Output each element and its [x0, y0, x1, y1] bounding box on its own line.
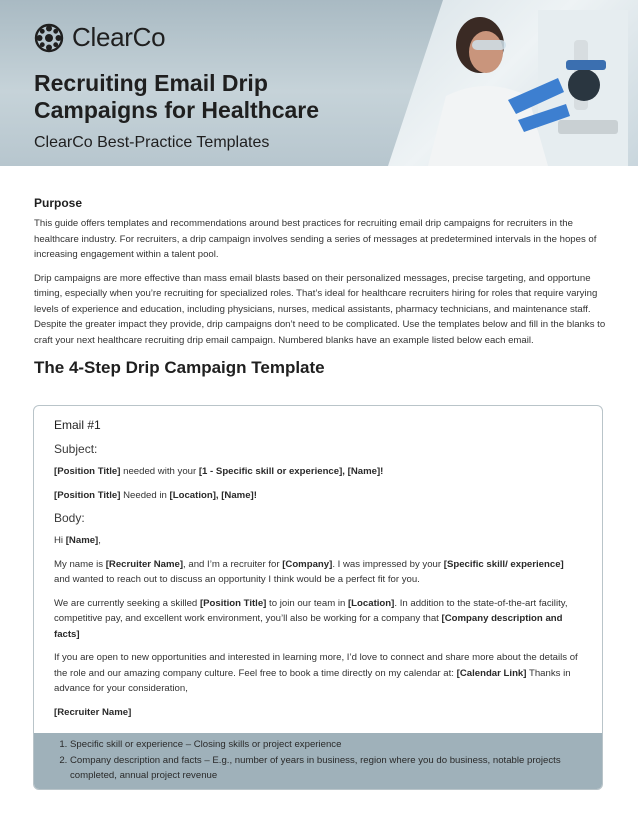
purpose-paragraph-1: This guide offers templates and recommendations around best practices for recruiting email drip campaigns for recruiters in the healthcare industry. For recruiters, a drip campaign involves sending a series of messages at predetermined intervals in the hopes of increasing engagement within a talent pool.	[34, 218, 597, 260]
footnote-item: 1. Specific skill or experience – Closing skills or project experience	[70, 737, 582, 753]
page-title: Recruiting Email Drip Campaigns for Healthcare	[34, 70, 320, 123]
photo-illustration	[388, 0, 638, 166]
subject-line-2	[54, 488, 582, 504]
email-label: Email #1	[54, 418, 101, 432]
page-subtitle: ClearCo Best-Practice Templates	[34, 134, 270, 151]
clearco-logo-icon	[34, 23, 64, 53]
email-template-card	[33, 405, 603, 790]
placeholder-name: [Name]	[65, 535, 99, 546]
placeholder-location: [Location]	[347, 597, 395, 609]
body-text: My name is	[54, 558, 106, 570]
purpose-section	[34, 196, 606, 387]
body-text: and wanted to reach out to discuss an opportunity I think would be a perfect fit for you.	[54, 574, 420, 585]
subject-label: Subject:	[54, 442, 98, 456]
footnotes-panel	[34, 733, 602, 789]
placeholder-position-title: [Position Title]	[54, 466, 121, 477]
placeholder-specific-skill: [Specific skill/ experience]	[443, 558, 564, 570]
body-greeting	[54, 533, 582, 549]
logo	[34, 22, 165, 53]
header-banner	[0, 0, 638, 166]
body-text: We are currently seeking a skilled	[54, 597, 200, 609]
greeting-punct: ,	[98, 535, 101, 546]
placeholder-recruiter-name: [Recruiter Name]	[105, 558, 184, 570]
placeholder-position-title: [Position Title]	[54, 489, 121, 501]
footnote-item: 2. Company description and facts – E.g., number of years in business, region where you do business, notable projects completed, annual project revenue	[70, 753, 582, 784]
scientist-with-microscope-photo	[388, 0, 638, 166]
body-paragraph-2	[54, 596, 582, 643]
subject-text: needed with your	[120, 466, 199, 477]
body-label: Body:	[54, 511, 85, 525]
body-text: . I was impressed by your	[332, 558, 444, 570]
body-text: If you are open to new opportunities and interested in learning more, I’d love to connect and share more about the details of the role and our amazing company culture. Feel free to book a time directly on my calendar at:	[54, 652, 578, 679]
body-paragraph-1	[54, 557, 582, 588]
body-text: . In addition to the state-of-the-art facility, competitive pay, and excellent work environment, you’ll also be working for a company that	[54, 597, 568, 624]
placeholder-company-description: [Company description and facts]	[54, 613, 563, 640]
subject-text: Needed in	[120, 489, 170, 501]
body-text: Thanks in advance for your consideration,	[54, 667, 571, 694]
placeholder-location-name: [Location], [Name]!	[169, 489, 257, 501]
purpose-heading: Purpose	[34, 196, 83, 210]
purpose-paragraph-2: Drip campaigns are more effective than mass email blasts based on their personalized messages, precise targeting, and opportune timing, especially when you’re recruiting for specialized roles. That’s ideal for healthcare recruiters hiring for roles that require varying levels of experience and education, including physicians, nurses, medical assistants, pharmacy technicians, and maintenance staff. Despite the greater impact they provide, drip campaigns don’t need to be complicated. Use the templates below and fill in the blanks to craft your next healthcare recruiting drip email campaign. Numbered blanks have an example listed below each email.	[34, 272, 606, 346]
subject-line-1	[54, 464, 582, 480]
body-text: , and I’m a recruiter for	[183, 558, 283, 570]
body-paragraph-3	[54, 650, 582, 697]
placeholder-calendar-link: [Calendar Link]	[456, 667, 527, 679]
signature-placeholder: [Recruiter Name]	[54, 706, 132, 718]
logo-text: ClearCo	[72, 22, 166, 52]
footnotes-list	[54, 737, 582, 784]
body-text: to join our team in	[266, 597, 348, 609]
placeholder-position-title: [Position Title]	[199, 597, 267, 609]
greeting-text: Hi	[54, 535, 66, 546]
placeholder-skill-name: [1 - Specific skill or experience], [Name]!	[198, 466, 384, 477]
template-heading: The 4-Step Drip Campaign Template	[34, 358, 325, 377]
placeholder-company: [Company]	[282, 558, 333, 570]
